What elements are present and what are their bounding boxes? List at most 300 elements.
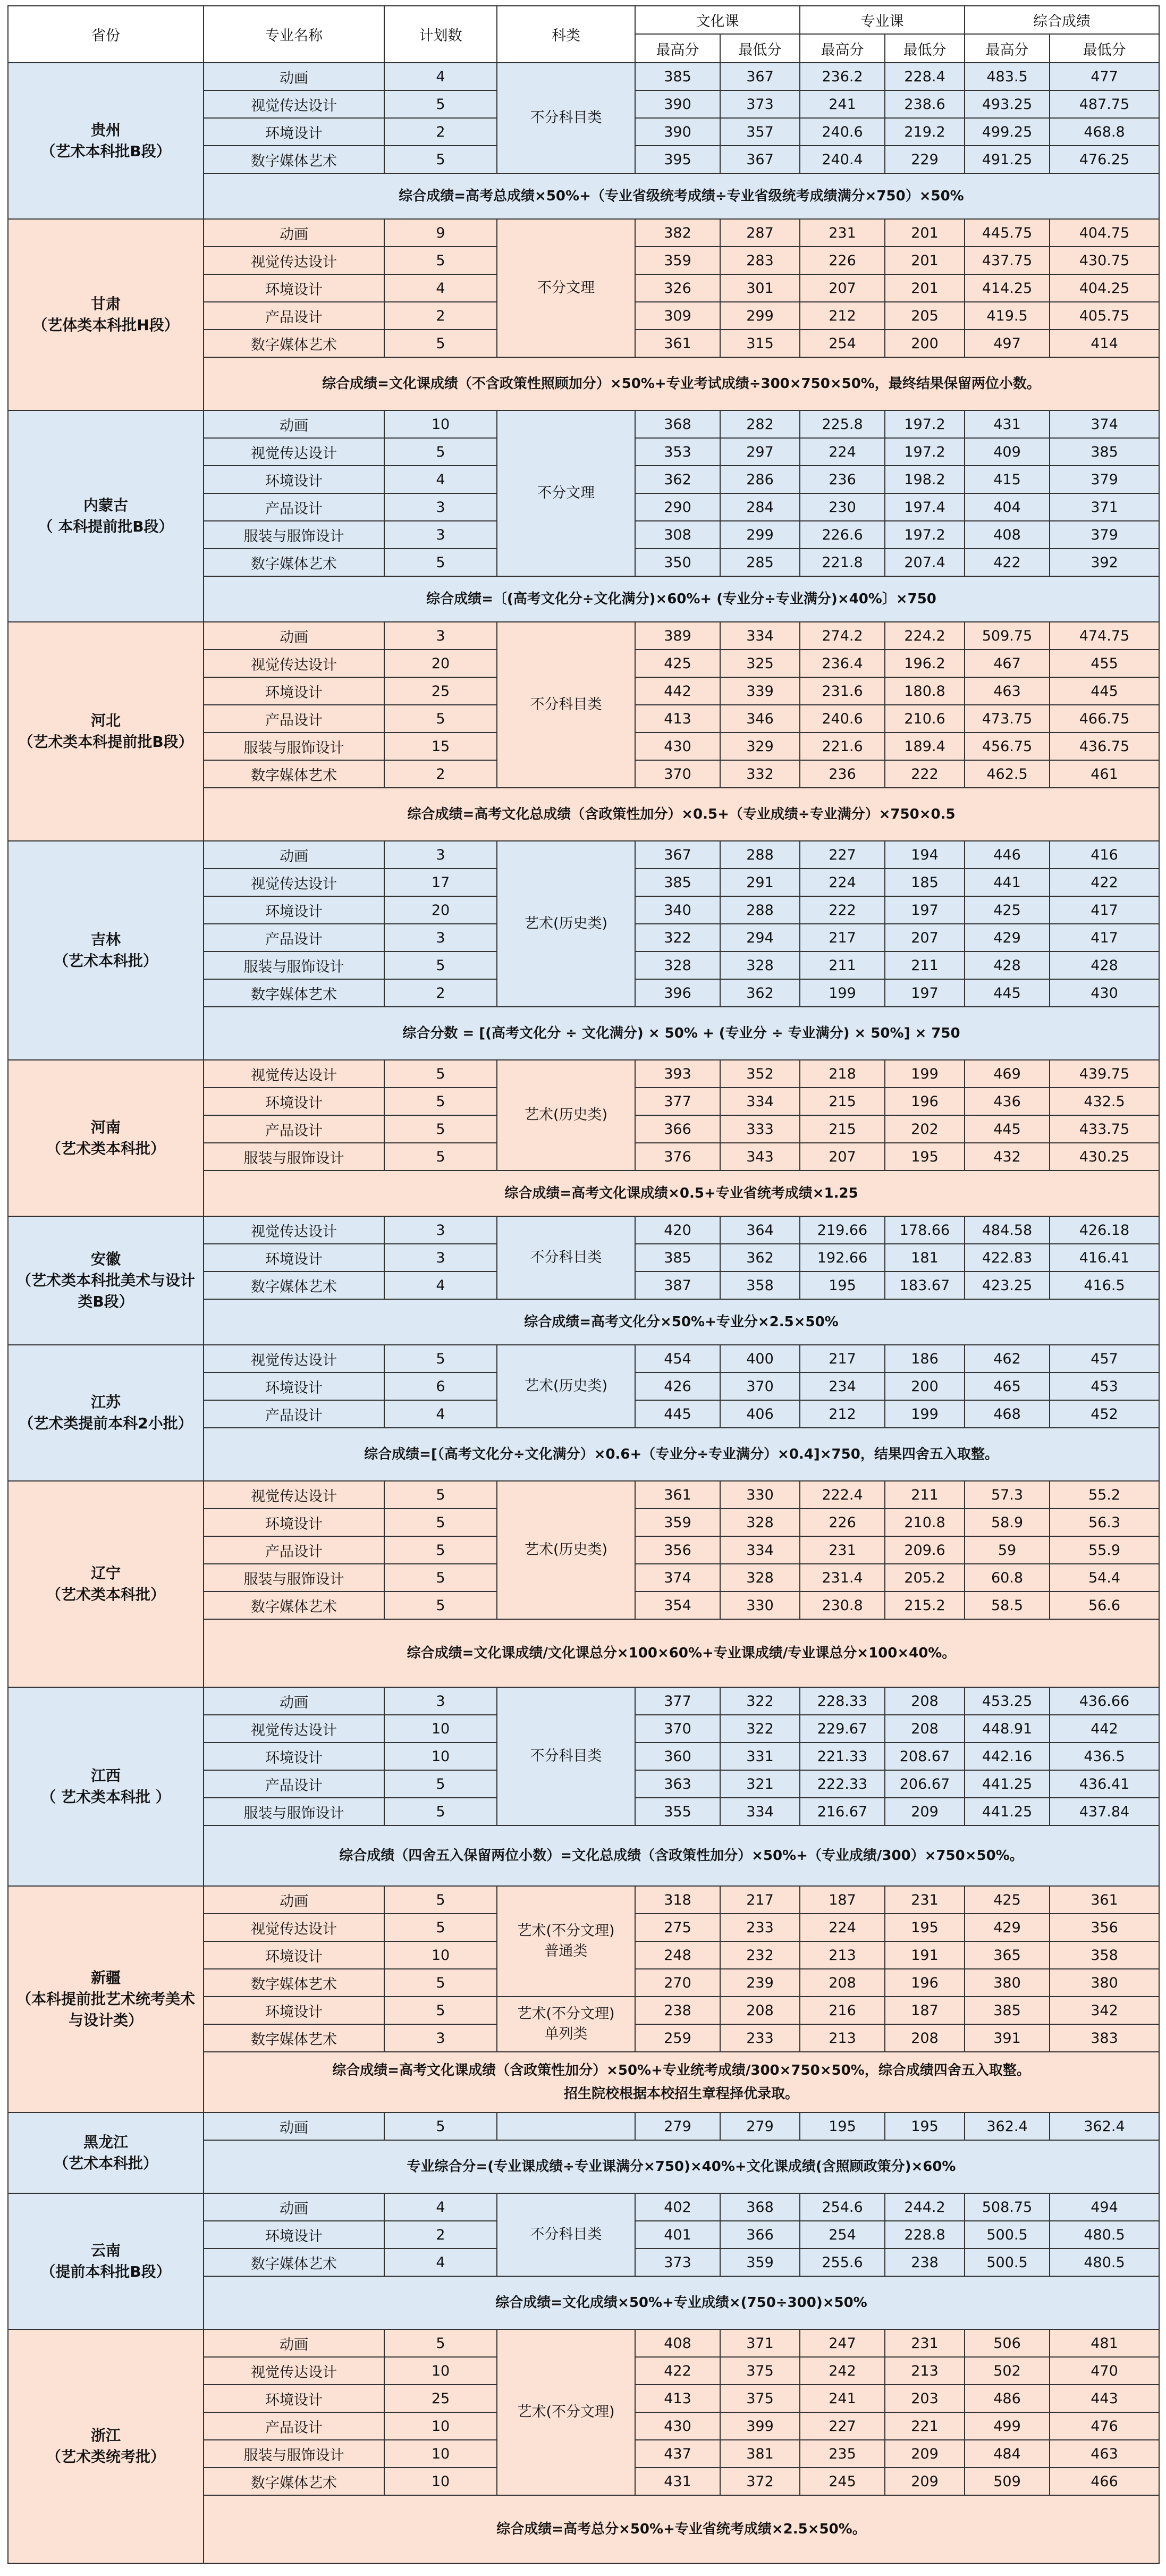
- composite-min-cell: 374: [1050, 410, 1159, 438]
- culture-min-cell: 359: [720, 2249, 800, 2276]
- province-batch: （艺术类本科提前批B段）: [18, 733, 193, 751]
- major-cell: 环境设计: [204, 1742, 384, 1770]
- culture-min-cell: 288: [720, 841, 800, 869]
- major-cell: 环境设计: [204, 896, 384, 924]
- composite-min-cell: 461: [1050, 760, 1159, 788]
- plan-cell: 3: [384, 1687, 497, 1715]
- culture-min-cell: 357: [720, 118, 800, 146]
- composite-max-cell: 60.8: [965, 1564, 1050, 1592]
- province-name: 新疆: [90, 1969, 121, 1986]
- culture-min-cell: 406: [720, 1400, 800, 1428]
- professional-max-cell: 235: [800, 2440, 885, 2468]
- header-culture-max: 最高分: [635, 34, 720, 63]
- professional-max-cell: 219.66: [800, 1216, 885, 1244]
- plan-cell: 4: [384, 1272, 497, 1299]
- professional-min-cell: 194: [885, 841, 965, 869]
- composite-max-cell: 362.4: [965, 2112, 1050, 2140]
- plan-cell: 10: [384, 1941, 497, 1969]
- header-professional: 专业课: [800, 6, 965, 34]
- major-cell: 产品设计: [204, 705, 384, 733]
- table-row: [8, 1345, 1159, 1373]
- composite-min-cell: 385: [1050, 438, 1159, 466]
- culture-min-cell: 367: [720, 63, 800, 90]
- culture-max-cell: 390: [635, 90, 720, 118]
- culture-max-cell: 402: [635, 2193, 720, 2221]
- major-cell: 数字媒体艺术: [204, 330, 384, 357]
- culture-max-cell: 318: [635, 1886, 720, 1914]
- major-cell: 视觉传达设计: [204, 869, 384, 896]
- header-major: 专业名称: [204, 6, 384, 63]
- composite-min-cell: 466.75: [1050, 705, 1159, 733]
- major-cell: 视觉传达设计: [204, 247, 384, 274]
- province-cell: [8, 2329, 204, 2563]
- province-batch: （艺术本科批B段）: [40, 142, 171, 160]
- professional-min-cell: 206.67: [885, 1770, 965, 1798]
- table-row: [8, 410, 1159, 438]
- composite-min-cell: 463: [1050, 2440, 1159, 2468]
- plan-cell: 5: [384, 1509, 497, 1536]
- culture-min-cell: 294: [720, 924, 800, 952]
- composite-max-cell: 445: [965, 1115, 1050, 1143]
- province-cell: [8, 1060, 204, 1216]
- composite-min-cell: 55.9: [1050, 1536, 1159, 1564]
- culture-max-cell: 361: [635, 330, 720, 357]
- professional-max-cell: 212: [800, 302, 885, 330]
- composite-min-cell: 487.75: [1050, 90, 1159, 118]
- major-cell: 动画: [204, 1886, 384, 1914]
- province-cell: [8, 622, 204, 841]
- formula-text: 综合成绩=文化课成绩（不含政策性照顾加分）×50%+专业考试成绩÷300×750×50%，最终结果保留两位小数。: [204, 357, 1159, 410]
- composite-max-cell: 493.25: [965, 90, 1050, 118]
- category-cell: 艺术(不分文理): [497, 2329, 635, 2495]
- culture-min-cell: 362: [720, 1244, 800, 1272]
- culture-max-cell: 422: [635, 2357, 720, 2385]
- composite-max-cell: 484: [965, 2440, 1050, 2468]
- composite-min-cell: 437.84: [1050, 1798, 1159, 1825]
- professional-max-cell: 226.6: [800, 521, 885, 549]
- composite-min-cell: 436.5: [1050, 1742, 1159, 1770]
- table-row: [8, 1216, 1159, 1244]
- culture-max-cell: 431: [635, 2468, 720, 2495]
- composite-min-cell: 392: [1050, 549, 1159, 576]
- professional-max-cell: 245: [800, 2468, 885, 2495]
- professional-max-cell: 234: [800, 1373, 885, 1400]
- composite-min-cell: 476: [1050, 2412, 1159, 2440]
- composite-max-cell: 441.25: [965, 1770, 1050, 1798]
- major-cell: 环境设计: [204, 1509, 384, 1536]
- major-cell: 动画: [204, 2329, 384, 2357]
- plan-cell: 5: [384, 1345, 497, 1373]
- province-cell: [8, 2112, 204, 2193]
- professional-max-cell: 224: [800, 869, 885, 896]
- culture-max-cell: 309: [635, 302, 720, 330]
- culture-min-cell: 282: [720, 410, 800, 438]
- plan-cell: 17: [384, 869, 497, 896]
- culture-max-cell: 408: [635, 2329, 720, 2357]
- composite-min-cell: 430.25: [1050, 1143, 1159, 1171]
- composite-max-cell: 423.25: [965, 1272, 1050, 1299]
- major-cell: 视觉传达设计: [204, 1060, 384, 1088]
- plan-cell: 5: [384, 1115, 497, 1143]
- table-row: [8, 622, 1159, 650]
- major-cell: 环境设计: [204, 466, 384, 493]
- culture-max-cell: 363: [635, 1770, 720, 1798]
- province-batch: （艺术本科批）: [53, 952, 158, 970]
- composite-min-cell: 442: [1050, 1715, 1159, 1742]
- culture-max-cell: 322: [635, 924, 720, 952]
- plan-cell: 3: [384, 521, 497, 549]
- formula-text: 综合成绩（四舍五入保留两位小数）=文化总成绩（含政策性加分）×50%+（专业成绩/300）×750×50%。: [204, 1825, 1159, 1886]
- plan-cell: 5: [384, 2112, 497, 2140]
- composite-max-cell: 58.9: [965, 1509, 1050, 1536]
- culture-max-cell: 376: [635, 1143, 720, 1171]
- professional-min-cell: 231: [885, 1886, 965, 1914]
- professional-min-cell: 201: [885, 219, 965, 247]
- culture-min-cell: 334: [720, 1798, 800, 1825]
- culture-max-cell: 420: [635, 1216, 720, 1244]
- professional-min-cell: 229: [885, 146, 965, 173]
- culture-min-cell: 358: [720, 1272, 800, 1299]
- professional-max-cell: 241: [800, 90, 885, 118]
- major-cell: 动画: [204, 622, 384, 650]
- major-cell: 服装与服饰设计: [204, 1798, 384, 1825]
- professional-max-cell: 217: [800, 1345, 885, 1373]
- province-cell: [8, 1345, 204, 1481]
- plan-cell: 4: [384, 2193, 497, 2221]
- plan-cell: 4: [384, 1400, 497, 1428]
- plan-cell: 10: [384, 2412, 497, 2440]
- professional-min-cell: 208.67: [885, 1742, 965, 1770]
- professional-max-cell: 221.8: [800, 549, 885, 576]
- culture-min-cell: 375: [720, 2357, 800, 2385]
- province-batch: （艺术类统考批）: [46, 2448, 165, 2465]
- plan-cell: 2: [384, 118, 497, 146]
- admission-score-sheet: [7, 5, 1159, 2564]
- plan-cell: 5: [384, 1969, 497, 1997]
- province-name: 河北: [90, 712, 121, 729]
- composite-min-cell: 452: [1050, 1400, 1159, 1428]
- culture-min-cell: 233: [720, 2024, 800, 2052]
- professional-max-cell: 247: [800, 2329, 885, 2357]
- province-cell: [8, 1886, 204, 2112]
- culture-min-cell: 352: [720, 1060, 800, 1088]
- professional-max-cell: 213: [800, 2024, 885, 2052]
- major-cell: 环境设计: [204, 1941, 384, 1969]
- professional-max-cell: 222.4: [800, 1481, 885, 1509]
- culture-max-cell: 377: [635, 1088, 720, 1115]
- culture-max-cell: 353: [635, 438, 720, 466]
- plan-cell: 10: [384, 2357, 497, 2385]
- province-batch: （艺体类本科批H段）: [32, 316, 179, 334]
- composite-min-cell: 358: [1050, 1941, 1159, 1969]
- major-cell: 数字媒体艺术: [204, 1592, 384, 1619]
- professional-max-cell: 199: [800, 979, 885, 1007]
- culture-min-cell: 399: [720, 2412, 800, 2440]
- plan-cell: 10: [384, 2440, 497, 2468]
- professional-min-cell: 221: [885, 2412, 965, 2440]
- composite-max-cell: 442.16: [965, 1742, 1050, 1770]
- composite-min-cell: 453: [1050, 1373, 1159, 1400]
- plan-cell: 5: [384, 1592, 497, 1619]
- composite-min-cell: 474.75: [1050, 622, 1159, 650]
- composite-min-cell: 426.18: [1050, 1216, 1159, 1244]
- professional-min-cell: 219.2: [885, 118, 965, 146]
- composite-min-cell: 54.4: [1050, 1564, 1159, 1592]
- header-professional-min: 最低分: [885, 34, 965, 63]
- professional-max-cell: 274.2: [800, 622, 885, 650]
- category-cell: 艺术(不分文理) 普通类: [497, 1886, 635, 1997]
- major-cell: 数字媒体艺术: [204, 760, 384, 788]
- header-professional-max: 最高分: [800, 34, 885, 63]
- category-cell: 艺术(历史类): [497, 1345, 635, 1428]
- composite-max-cell: 445.75: [965, 219, 1050, 247]
- composite-min-cell: 445: [1050, 677, 1159, 705]
- culture-min-cell: 364: [720, 1216, 800, 1244]
- plan-cell: 5: [384, 2329, 497, 2357]
- major-cell: 环境设计: [204, 1373, 384, 1400]
- culture-min-cell: 328: [720, 1509, 800, 1536]
- professional-max-cell: 236.2: [800, 63, 885, 90]
- composite-min-cell: 371: [1050, 493, 1159, 521]
- major-cell: 动画: [204, 219, 384, 247]
- composite-max-cell: 422: [965, 549, 1050, 576]
- professional-max-cell: 207: [800, 1143, 885, 1171]
- composite-min-cell: 436.66: [1050, 1687, 1159, 1715]
- professional-max-cell: 231: [800, 1536, 885, 1564]
- table-row: [8, 63, 1159, 90]
- culture-max-cell: 354: [635, 1592, 720, 1619]
- composite-max-cell: 409: [965, 438, 1050, 466]
- composite-max-cell: 432: [965, 1143, 1050, 1171]
- culture-min-cell: 328: [720, 1564, 800, 1592]
- formula-text: 专业综合分=(专业课成绩÷专业课满分×750)×40%+文化课成绩(含照顾政策分)×60%: [204, 2140, 1159, 2193]
- province-cell: [8, 1481, 204, 1687]
- professional-min-cell: 210.8: [885, 1509, 965, 1536]
- culture-max-cell: 389: [635, 622, 720, 650]
- composite-min-cell: 436.41: [1050, 1770, 1159, 1798]
- plan-cell: 20: [384, 650, 497, 677]
- culture-max-cell: 259: [635, 2024, 720, 2052]
- composite-min-cell: 466: [1050, 2468, 1159, 2495]
- header-composite-min: 最低分: [1050, 34, 1159, 63]
- plan-cell: 6: [384, 1373, 497, 1400]
- major-cell: 服装与服饰设计: [204, 2440, 384, 2468]
- culture-max-cell: 279: [635, 2112, 720, 2140]
- professional-min-cell: 208: [885, 1687, 965, 1715]
- province-name: 安徽: [90, 1250, 121, 1268]
- culture-max-cell: 359: [635, 247, 720, 274]
- category-cell: 不分科目类: [497, 63, 635, 173]
- professional-max-cell: 227: [800, 2412, 885, 2440]
- culture-min-cell: 284: [720, 493, 800, 521]
- major-cell: 服装与服饰设计: [204, 733, 384, 760]
- culture-max-cell: 413: [635, 705, 720, 733]
- professional-min-cell: 244.2: [885, 2193, 965, 2221]
- culture-min-cell: 322: [720, 1687, 800, 1715]
- professional-min-cell: 180.8: [885, 677, 965, 705]
- major-cell: 环境设计: [204, 1244, 384, 1272]
- culture-min-cell: 375: [720, 2385, 800, 2412]
- major-cell: 环境设计: [204, 1997, 384, 2024]
- major-cell: 数字媒体艺术: [204, 2468, 384, 2495]
- professional-min-cell: 197: [885, 896, 965, 924]
- professional-max-cell: 218: [800, 1060, 885, 1088]
- composite-max-cell: 468: [965, 1400, 1050, 1428]
- composite-max-cell: 500.5: [965, 2221, 1050, 2249]
- plan-cell: 3: [384, 841, 497, 869]
- composite-min-cell: 430.75: [1050, 247, 1159, 274]
- professional-min-cell: 196.2: [885, 650, 965, 677]
- culture-min-cell: 287: [720, 219, 800, 247]
- professional-max-cell: 216: [800, 1997, 885, 2024]
- province-batch: （提前本科批B段）: [40, 2263, 171, 2280]
- plan-cell: 5: [384, 1914, 497, 1941]
- culture-max-cell: 395: [635, 146, 720, 173]
- province-name: 辽宁: [90, 1564, 121, 1582]
- plan-cell: 3: [384, 622, 497, 650]
- plan-cell: 3: [384, 924, 497, 952]
- category-cell: 不分文理: [497, 410, 635, 576]
- professional-min-cell: 207: [885, 924, 965, 952]
- composite-min-cell: 416.41: [1050, 1244, 1159, 1272]
- province-name: 贵州: [90, 121, 121, 139]
- composite-max-cell: 462.5: [965, 760, 1050, 788]
- professional-min-cell: 211: [885, 952, 965, 979]
- plan-cell: 5: [384, 438, 497, 466]
- composite-max-cell: 441: [965, 869, 1050, 896]
- culture-max-cell: 374: [635, 1564, 720, 1592]
- professional-max-cell: 228.33: [800, 1687, 885, 1715]
- professional-max-cell: 221.33: [800, 1742, 885, 1770]
- composite-max-cell: 483.5: [965, 63, 1050, 90]
- composite-min-cell: 56.6: [1050, 1592, 1159, 1619]
- table-body: [8, 63, 1159, 2563]
- major-cell: 环境设计: [204, 1088, 384, 1115]
- composite-max-cell: 448.91: [965, 1715, 1050, 1742]
- composite-max-cell: 465: [965, 1373, 1050, 1400]
- category-cell: 不分科目类: [497, 622, 635, 788]
- composite-min-cell: 430: [1050, 979, 1159, 1007]
- province-batch: （艺术本科批）: [53, 2154, 158, 2172]
- professional-max-cell: 240.4: [800, 146, 885, 173]
- professional-min-cell: 197.4: [885, 493, 965, 521]
- plan-cell: 10: [384, 2468, 497, 2495]
- professional-max-cell: 213: [800, 1941, 885, 1969]
- composite-min-cell: 342: [1050, 1997, 1159, 2024]
- professional-max-cell: 207: [800, 274, 885, 302]
- category-cell: 艺术(历史类): [497, 1481, 635, 1619]
- major-cell: 环境设计: [204, 274, 384, 302]
- plan-cell: 5: [384, 549, 497, 576]
- table-row: [8, 1886, 1159, 1914]
- composite-max-cell: 499: [965, 2412, 1050, 2440]
- composite-max-cell: 408: [965, 521, 1050, 549]
- professional-max-cell: 187: [800, 1886, 885, 1914]
- composite-min-cell: 422: [1050, 869, 1159, 896]
- composite-max-cell: 509: [965, 2468, 1050, 2495]
- culture-max-cell: 385: [635, 63, 720, 90]
- professional-min-cell: 196: [885, 1969, 965, 1997]
- culture-max-cell: 425: [635, 650, 720, 677]
- professional-min-cell: 201: [885, 274, 965, 302]
- composite-max-cell: 436: [965, 1088, 1050, 1115]
- professional-max-cell: 254.6: [800, 2193, 885, 2221]
- professional-min-cell: 205: [885, 302, 965, 330]
- plan-cell: 3: [384, 1244, 497, 1272]
- professional-max-cell: 231: [800, 219, 885, 247]
- culture-min-cell: 239: [720, 1969, 800, 1997]
- category-cell: 艺术(历史类): [497, 841, 635, 1007]
- plan-cell: 5: [384, 1143, 497, 1171]
- culture-max-cell: 367: [635, 841, 720, 869]
- professional-min-cell: 202: [885, 1115, 965, 1143]
- composite-max-cell: 437.75: [965, 247, 1050, 274]
- professional-min-cell: 231: [885, 2329, 965, 2357]
- table-row: [8, 2329, 1159, 2357]
- culture-max-cell: 393: [635, 1060, 720, 1088]
- composite-max-cell: 391: [965, 2024, 1050, 2052]
- major-cell: 数字媒体艺术: [204, 1969, 384, 1997]
- culture-min-cell: 233: [720, 1914, 800, 1941]
- professional-max-cell: 222: [800, 896, 885, 924]
- composite-min-cell: 383: [1050, 2024, 1159, 2052]
- province-name: 江西: [90, 1767, 121, 1784]
- composite-max-cell: 508.75: [965, 2193, 1050, 2221]
- major-cell: 环境设计: [204, 2221, 384, 2249]
- culture-max-cell: 270: [635, 1969, 720, 1997]
- plan-cell: 5: [384, 146, 497, 173]
- professional-min-cell: 209: [885, 2440, 965, 2468]
- plan-cell: 2: [384, 2221, 497, 2249]
- formula-text: 综合成绩=高考总成绩×50%+（专业省级统考成绩÷专业省级统考成绩满分×750）×50%: [204, 173, 1159, 219]
- composite-min-cell: 416.5: [1050, 1272, 1159, 1299]
- major-cell: 数字媒体艺术: [204, 1272, 384, 1299]
- culture-max-cell: 238: [635, 1997, 720, 2024]
- composite-max-cell: 491.25: [965, 146, 1050, 173]
- formula-text: 综合成绩=高考文化分×50%+专业分×2.5×50%: [204, 1299, 1159, 1345]
- composite-min-cell: 439.75: [1050, 1060, 1159, 1088]
- professional-max-cell: 208: [800, 1969, 885, 1997]
- header-composite-max: 最高分: [965, 34, 1050, 63]
- culture-max-cell: 360: [635, 1742, 720, 1770]
- culture-min-cell: 329: [720, 733, 800, 760]
- major-cell: 产品设计: [204, 1400, 384, 1428]
- culture-min-cell: 299: [720, 302, 800, 330]
- major-cell: 服装与服饰设计: [204, 521, 384, 549]
- culture-max-cell: 370: [635, 760, 720, 788]
- composite-min-cell: 481: [1050, 2329, 1159, 2357]
- formula-text: 综合成绩=文化成绩×50%+专业成绩×(750÷300)×50%: [204, 2276, 1159, 2329]
- plan-cell: 5: [384, 1564, 497, 1592]
- province-cell: [8, 219, 204, 410]
- formula-text: 综合成绩=[（高考文化分÷文化满分）×0.6+（专业分÷专业满分）×0.4]×750，结果四舍五入取整。: [204, 1428, 1159, 1481]
- professional-min-cell: 199: [885, 1400, 965, 1428]
- professional-min-cell: 199: [885, 1060, 965, 1088]
- major-cell: 动画: [204, 2193, 384, 2221]
- professional-min-cell: 215.2: [885, 1592, 965, 1619]
- plan-cell: 2: [384, 302, 497, 330]
- major-cell: 视觉传达设计: [204, 1216, 384, 1244]
- professional-max-cell: 236: [800, 466, 885, 493]
- composite-max-cell: 415: [965, 466, 1050, 493]
- culture-min-cell: 366: [720, 2221, 800, 2249]
- major-cell: 视觉传达设计: [204, 1914, 384, 1941]
- professional-max-cell: 222.33: [800, 1770, 885, 1798]
- major-cell: 产品设计: [204, 2412, 384, 2440]
- professional-min-cell: 203: [885, 2385, 965, 2412]
- major-cell: 环境设计: [204, 118, 384, 146]
- professional-max-cell: 236: [800, 760, 885, 788]
